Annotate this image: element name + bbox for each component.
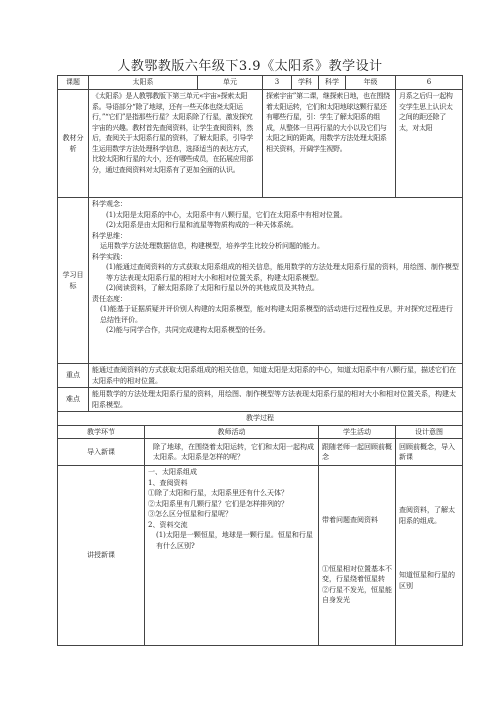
page-title: 人教鄂教版六年级下3.9《太阳系》教学设计 [117,59,383,74]
analysis-text-2: 探索宇宙”第二课，继探索日地，也在围绕着太阳运转，它们和太阳地球这颗行星还有哪些行星，引：学生了解太阳系的组成，从整体一旦再行星的大小以及它们与太阳之间的距离，用数学方法处理太阳系相关资料，开阔学生视野。 [263,90,396,198]
intro-stage: 导入新课 [58,439,145,466]
goal-item: (2)阅读资料，了解太阳系除了太阳和行星以外的其他成员及其特点。 [106,284,319,292]
key-row [58,364,463,388]
goals-row [58,198,463,364]
header-row [58,76,463,90]
process-header-row [58,425,463,439]
lesson-stage: 讲授新课 [58,466,145,646]
difficulty-row [58,388,463,412]
grade-value: 6 [396,76,463,90]
intro-student: 跟随老师一起回顾前概念 [319,439,396,466]
goal-heading: 科学观念： [92,200,127,208]
key-label: 重点 [58,364,89,388]
lesson-step: ①除了太阳和行星，太阳系里还有什么天体？ [148,489,288,497]
goal-item: 运用数学方法处理数据信息，构建模型，培养学生比较分析问题的能力。 [100,242,324,250]
unit-label: 单元 [198,76,263,90]
difficulty-text: 能用数学的方法处理太阳系行星的资料，用绘图、制作模型等方法表现太阳系行星的相对大小和相对位置关系，构建太阳系模型。 [89,388,463,412]
key-text: 能通过查阅资料的方式获取太阳系组成的相关信息，知道太阳是太阳系的中心，知道太阳系中有八颗行星，描述它们在太阳系中的相对位置。 [89,364,463,388]
difficulty-label: 难点 [58,388,89,412]
analysis-text-1: 《太阳系》是人教鄂教版下第三单元«宇宙»探索太阳系。导语部分“除了地球，还有一些天体也绕太阳运行，”“它们”是指那些行星？太阳系除了行星，激发探究宇宙的兴趣。教材首先查阅资料，让学生查阅资料，然后，查阅关于太阳系行星的资料，了解太阳系，引导学生运用数学方法处理科学信息，选择适当的表达方式，比较太阳和行星的大小，还有哪些成员，在拓展应用部分，通过查阅资料对太阳系有了更加全面的认识。 [89,90,263,198]
goals-label: 学习目标 [58,198,89,364]
intro-intent: 回顾前概念，导入新课 [396,439,463,466]
analysis-text-3: 月系之后归一起构交学生思上认识太之间的距还除了太，对太阳 [396,90,463,198]
goal-item: (2)能与同学合作，共同完成建构太阳系模型的任务。 [106,326,270,334]
intent-header: 设计意图 [396,425,463,439]
goal-heading: 科学实践： [92,252,127,261]
lesson-teacher [145,466,319,646]
unit-value: 3 [263,76,292,90]
design-intent: 查阅资料，了解太阳系的组成。 [399,506,455,525]
analysis-row [58,90,463,198]
subject-label: 学科 [292,76,319,90]
goal-item: (1)能基于证据质疑并评价别人构建的太阳系模型，能对构建太阳系模型的活动进行过程性反思，并对探究过程进行总结性评价。 [100,305,453,324]
lesson-intent [396,466,463,646]
course-value: 太阳系 [89,76,198,90]
stage-header: 教学环节 [58,425,145,439]
goals-content [89,198,463,364]
lesson-step: (1)太阳是一颗恒星，地球是一颗行星。恒星和行星有什么区别? [156,531,313,550]
lesson-step: 2、资料交流 [148,520,188,529]
course-label: 课题 [58,76,89,90]
lesson-student [319,466,396,646]
lesson-step: 一、太阳系组成 [148,468,197,476]
lesson-plan-table [57,75,463,646]
analysis-label: 教材分析 [58,90,89,198]
teacher-header: 教师活动 [145,425,319,439]
goal-item: (1)能通过查阅资料的方式获取太阳系组成的相关信息，能用数学的方法处理太阳系行星的资料，用绘图、制作模型等方法表现太阳系行星的相对大小和相对位置关系，构建太阳系模型。 [106,263,459,282]
lesson-row [58,466,463,646]
goal-heading: 科学思维： [92,231,127,240]
student-activity: 带着问题查阅资料 [322,516,378,524]
goal-heading: 责任态度： [92,294,127,303]
student-activity: ①恒星相对位置基本不变，行星绕着恒星转 [322,564,392,583]
lesson-step: ③怎么区分恒星和行星呢？ [148,510,232,518]
design-intent: 知道恒星和行星的区别 [399,571,455,590]
intro-teacher: 除了地球，在围绕着太阳运转，它们和太阳一起构成太阳系。太阳系是怎样的呢？ [145,439,319,466]
lesson-step: 1、查阅资料 [148,478,188,487]
process-title: 教学过程 [58,412,463,426]
student-activity: ②行星不发光，恒星能自身发光 [322,585,392,604]
student-header: 学生活动 [319,425,396,439]
lesson-step: ②太阳系里有几颗行星？它们是怎样排列的？ [148,499,288,508]
goal-item: (2)太阳系是由太阳和行星和流星等物质构成的一种天体系统。 [106,221,298,229]
subject-value: 科学 [319,76,346,90]
process-title-row [58,412,463,426]
grade-label: 年级 [346,76,396,90]
goal-item: (1)太阳是太阳系的中心，太阳系中有八颗行星，它们在太阳系中有相对位置。 [106,210,347,219]
intro-row [58,439,463,466]
